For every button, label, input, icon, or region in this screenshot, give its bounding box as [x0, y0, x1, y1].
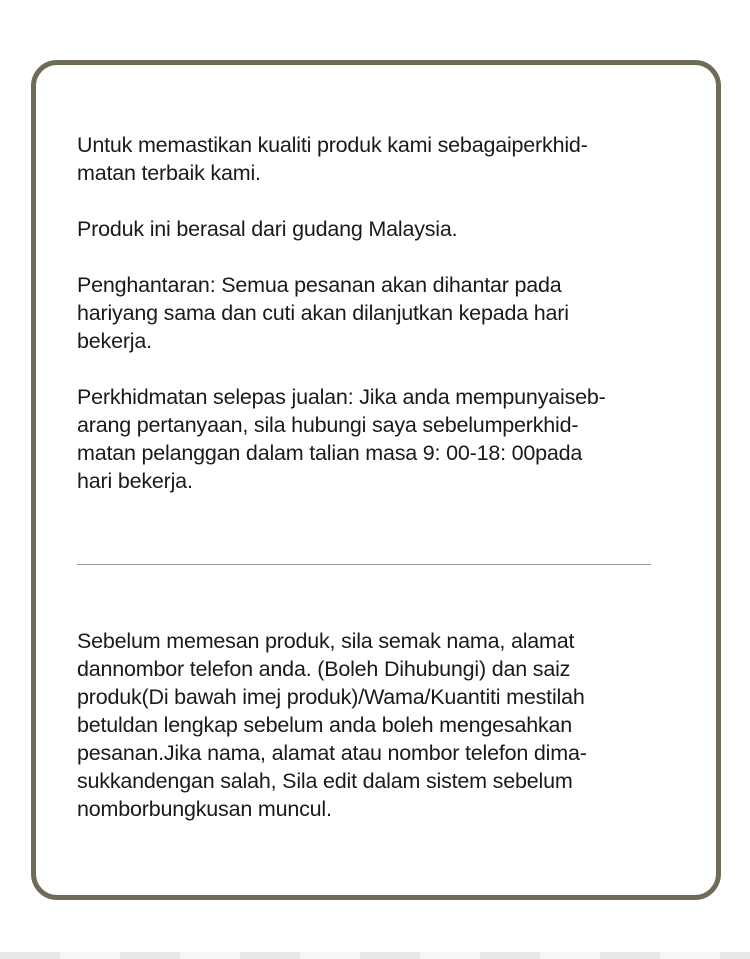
text-line: nomborbungkusan muncul.: [77, 797, 332, 821]
text-line: Penghantaran: Semua pesanan akan dihantar pada: [77, 273, 562, 297]
text-line: hariyang sama dan cuti akan dilanjutkan kepada hari: [77, 301, 569, 325]
text-line: dannombor telefon anda. (Boleh Dihubungi) dan saiz: [77, 657, 571, 681]
text-line: pesanan.Jika nama, alamat atau nombor telefon dima-: [77, 741, 587, 765]
info-card: [31, 60, 721, 900]
text-line: bekerja.: [77, 329, 152, 353]
origin-paragraph: [77, 215, 677, 243]
text-line: matan pelanggan dalam talian masa 9: 00-18: 00pada: [77, 441, 583, 465]
quality-paragraph: [77, 131, 677, 187]
text-line: Perkhidmatan selepas jualan: Jika anda mempunyaiseb-: [77, 385, 606, 409]
text-line: Sebelum memesan produk, sila semak nama, alamat: [77, 629, 575, 653]
delivery-paragraph: [77, 271, 677, 355]
text-line: Untuk memastikan kualiti produk kami sebagaiperkhid-: [77, 133, 588, 157]
order-check-paragraph: [77, 627, 677, 823]
section-divider: [77, 564, 651, 565]
after-sales-paragraph: [77, 383, 677, 495]
text-line: sukkandengan salah, Sila edit dalam sistem sebelum: [77, 769, 573, 793]
text-line: betuldan lengkap sebelum anda boleh mengesahkan: [77, 713, 573, 737]
text-line: matan terbaik kami.: [77, 161, 261, 185]
text-line: arang pertanyaan, sila hubungi saya sebelumperkhid-: [77, 413, 579, 437]
bottom-edge-strip: [0, 952, 750, 959]
text-line: hari bekerja.: [77, 469, 193, 493]
text-line: Produk ini berasal dari gudang Malaysia.: [77, 217, 458, 241]
text-line: produk(Di bawah imej produk)/Wama/Kuantiti mestilah: [77, 685, 585, 709]
